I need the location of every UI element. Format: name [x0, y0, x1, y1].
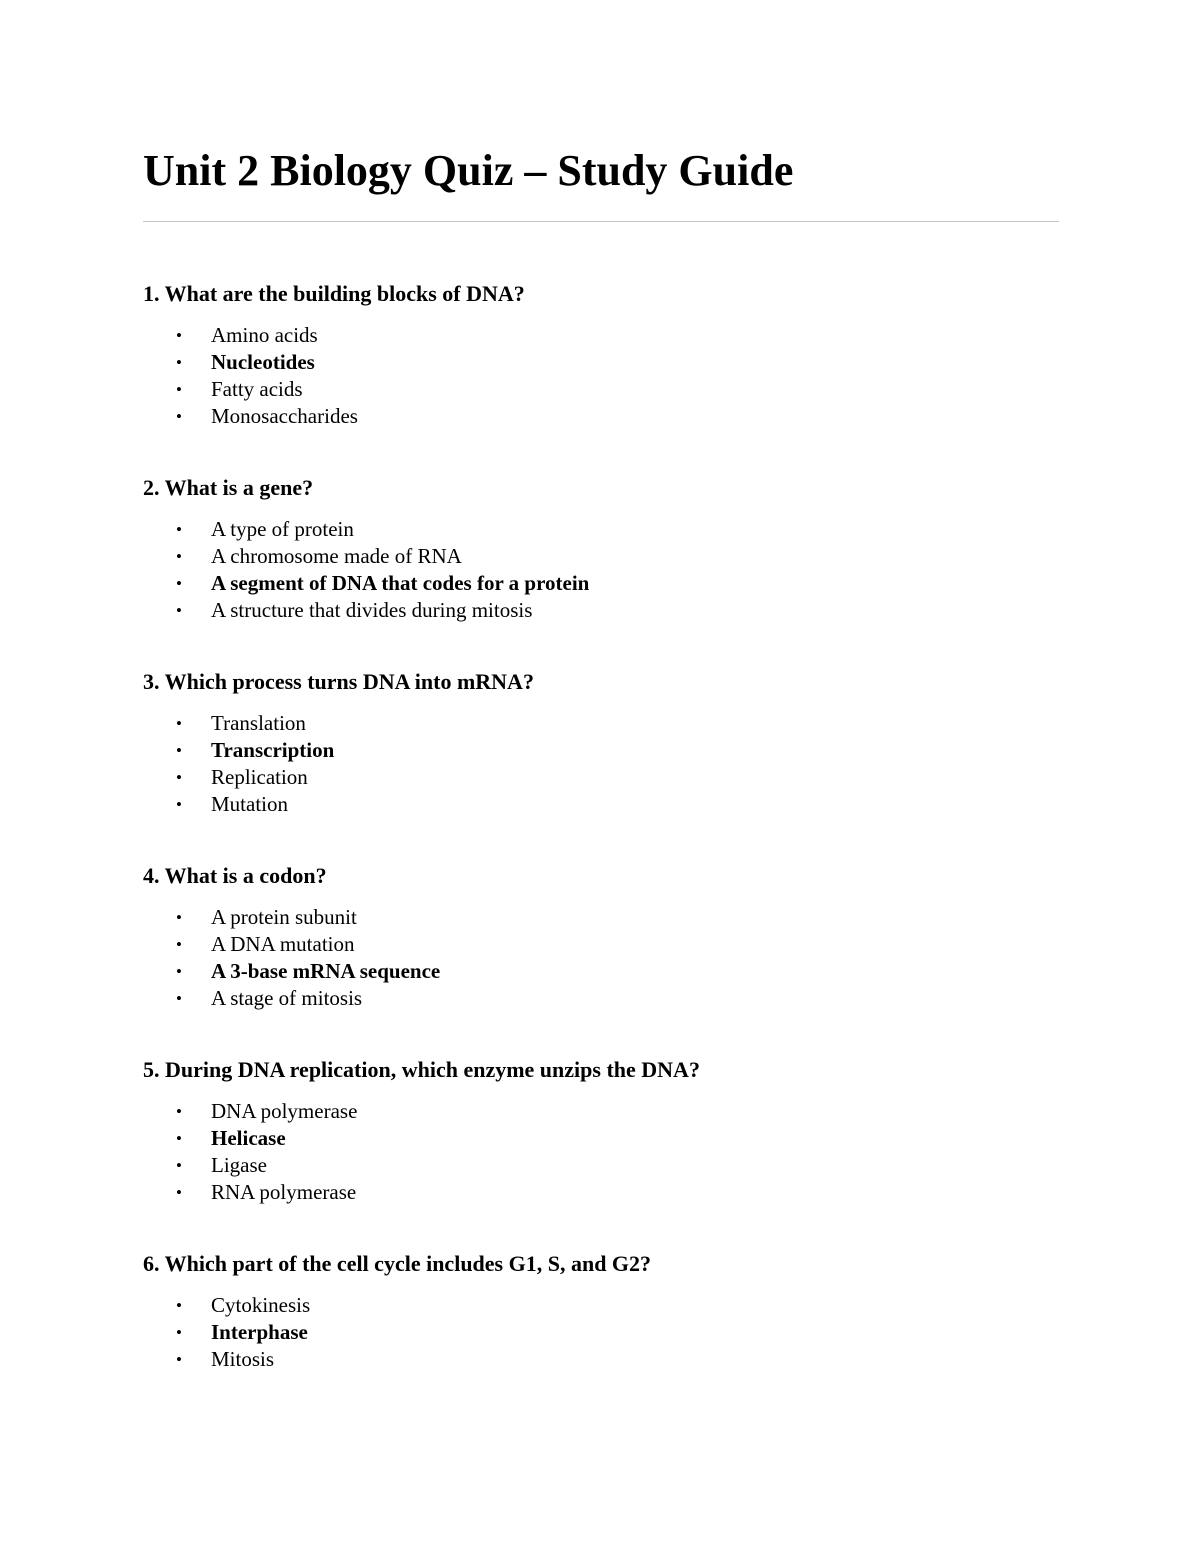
answer-option — [143, 1346, 310, 1373]
question-text: 5. During DNA replication, which enzyme unzips the DNA? — [143, 1057, 700, 1082]
answer-option — [143, 764, 334, 791]
bullet-icon: • — [176, 520, 182, 539]
answer-option-label: Monosaccharides — [211, 404, 358, 428]
answer-options — [143, 1098, 357, 1206]
answer-options — [143, 516, 589, 624]
answer-option — [143, 1098, 357, 1125]
answer-options — [143, 1292, 310, 1373]
question-text: 2. What is a gene? — [143, 475, 314, 500]
answer-option — [143, 985, 440, 1012]
answer-option — [143, 322, 358, 349]
answer-option-label: Transcription — [211, 738, 335, 762]
answer-option — [143, 1292, 310, 1319]
bullet-icon: • — [176, 935, 182, 954]
answer-option — [143, 710, 334, 737]
bullet-icon: • — [176, 547, 182, 566]
bullet-icon: • — [176, 326, 182, 345]
answer-option-label: A stage of mitosis — [211, 986, 363, 1010]
bullet-icon: • — [176, 380, 182, 399]
bullet-icon: • — [176, 574, 182, 593]
bullet-icon: • — [176, 1350, 182, 1369]
answer-option-label: A structure that divides during mitosis — [211, 598, 533, 622]
answer-option — [143, 597, 589, 624]
bullet-icon: • — [176, 795, 182, 814]
answer-option-label: Mitosis — [211, 1347, 275, 1371]
question-6 — [143, 1250, 1059, 1371]
bullet-icon: • — [176, 741, 182, 760]
answer-option-label: Interphase — [211, 1320, 308, 1344]
question-2 — [143, 474, 1059, 622]
answer-option-label: Nucleotides — [211, 350, 315, 374]
answer-option-label: Mutation — [211, 792, 288, 816]
bullet-icon: • — [176, 1156, 182, 1175]
bullet-icon: • — [176, 768, 182, 787]
correct-answer-option — [143, 737, 334, 764]
bullet-icon: • — [176, 407, 182, 426]
answer-option-label: Amino acids — [211, 323, 318, 347]
answer-option-label: A 3-base mRNA sequence — [211, 959, 441, 983]
answer-option-label: A segment of DNA that codes for a protein — [211, 571, 590, 595]
answer-option-label: Cytokinesis — [211, 1293, 311, 1317]
answer-option-label: A chromosome made of RNA — [211, 544, 462, 568]
bullet-icon: • — [176, 1183, 182, 1202]
title-divider — [143, 221, 1059, 222]
bullet-icon: • — [176, 1296, 182, 1315]
page-title: Unit 2 Biology Quiz – Study Guide — [143, 146, 794, 195]
question-text: 6. Which part of the cell cycle includes G1, S, and G2? — [143, 1251, 652, 1276]
bullet-icon: • — [176, 1323, 182, 1342]
question-1 — [143, 280, 1059, 428]
answer-option-label: RNA polymerase — [211, 1180, 357, 1204]
answer-option — [143, 1179, 357, 1206]
answer-option — [143, 376, 358, 403]
answer-option-label: Fatty acids — [211, 377, 303, 401]
answer-option-label: Replication — [211, 765, 308, 789]
answer-option-label: A protein subunit — [211, 905, 357, 929]
answer-option — [143, 1152, 357, 1179]
answer-option-label: A DNA mutation — [211, 932, 355, 956]
bullet-icon: • — [176, 1129, 182, 1148]
answer-option — [143, 403, 358, 430]
answer-option — [143, 516, 589, 543]
question-text: 3. Which process turns DNA into mRNA? — [143, 669, 534, 694]
question-text: 1. What are the building blocks of DNA? — [143, 281, 525, 306]
bullet-icon: • — [176, 1102, 182, 1121]
answer-option-label: Ligase — [211, 1153, 267, 1177]
correct-answer-option — [143, 1319, 310, 1346]
question-4 — [143, 862, 1059, 1010]
bullet-icon: • — [176, 989, 182, 1008]
bullet-icon: • — [176, 714, 182, 733]
correct-answer-option — [143, 958, 440, 985]
answer-option-label: Translation — [211, 711, 306, 735]
question-5 — [143, 1056, 1059, 1204]
correct-answer-option — [143, 1125, 357, 1152]
answer-options — [143, 322, 358, 430]
answer-option-label: DNA polymerase — [211, 1099, 358, 1123]
answer-options — [143, 904, 440, 1012]
answer-option — [143, 791, 334, 818]
answer-option — [143, 904, 440, 931]
answer-option — [143, 931, 440, 958]
bullet-icon: • — [176, 353, 182, 372]
answer-option-label: A type of protein — [211, 517, 354, 541]
bullet-icon: • — [176, 908, 182, 927]
answer-options — [143, 710, 334, 818]
question-text: 4. What is a codon? — [143, 863, 327, 888]
correct-answer-option — [143, 349, 358, 376]
bullet-icon: • — [176, 601, 182, 620]
answer-option — [143, 543, 589, 570]
correct-answer-option — [143, 570, 589, 597]
answer-option-label: Helicase — [211, 1126, 286, 1150]
bullet-icon: • — [176, 962, 182, 981]
question-3 — [143, 668, 1059, 816]
